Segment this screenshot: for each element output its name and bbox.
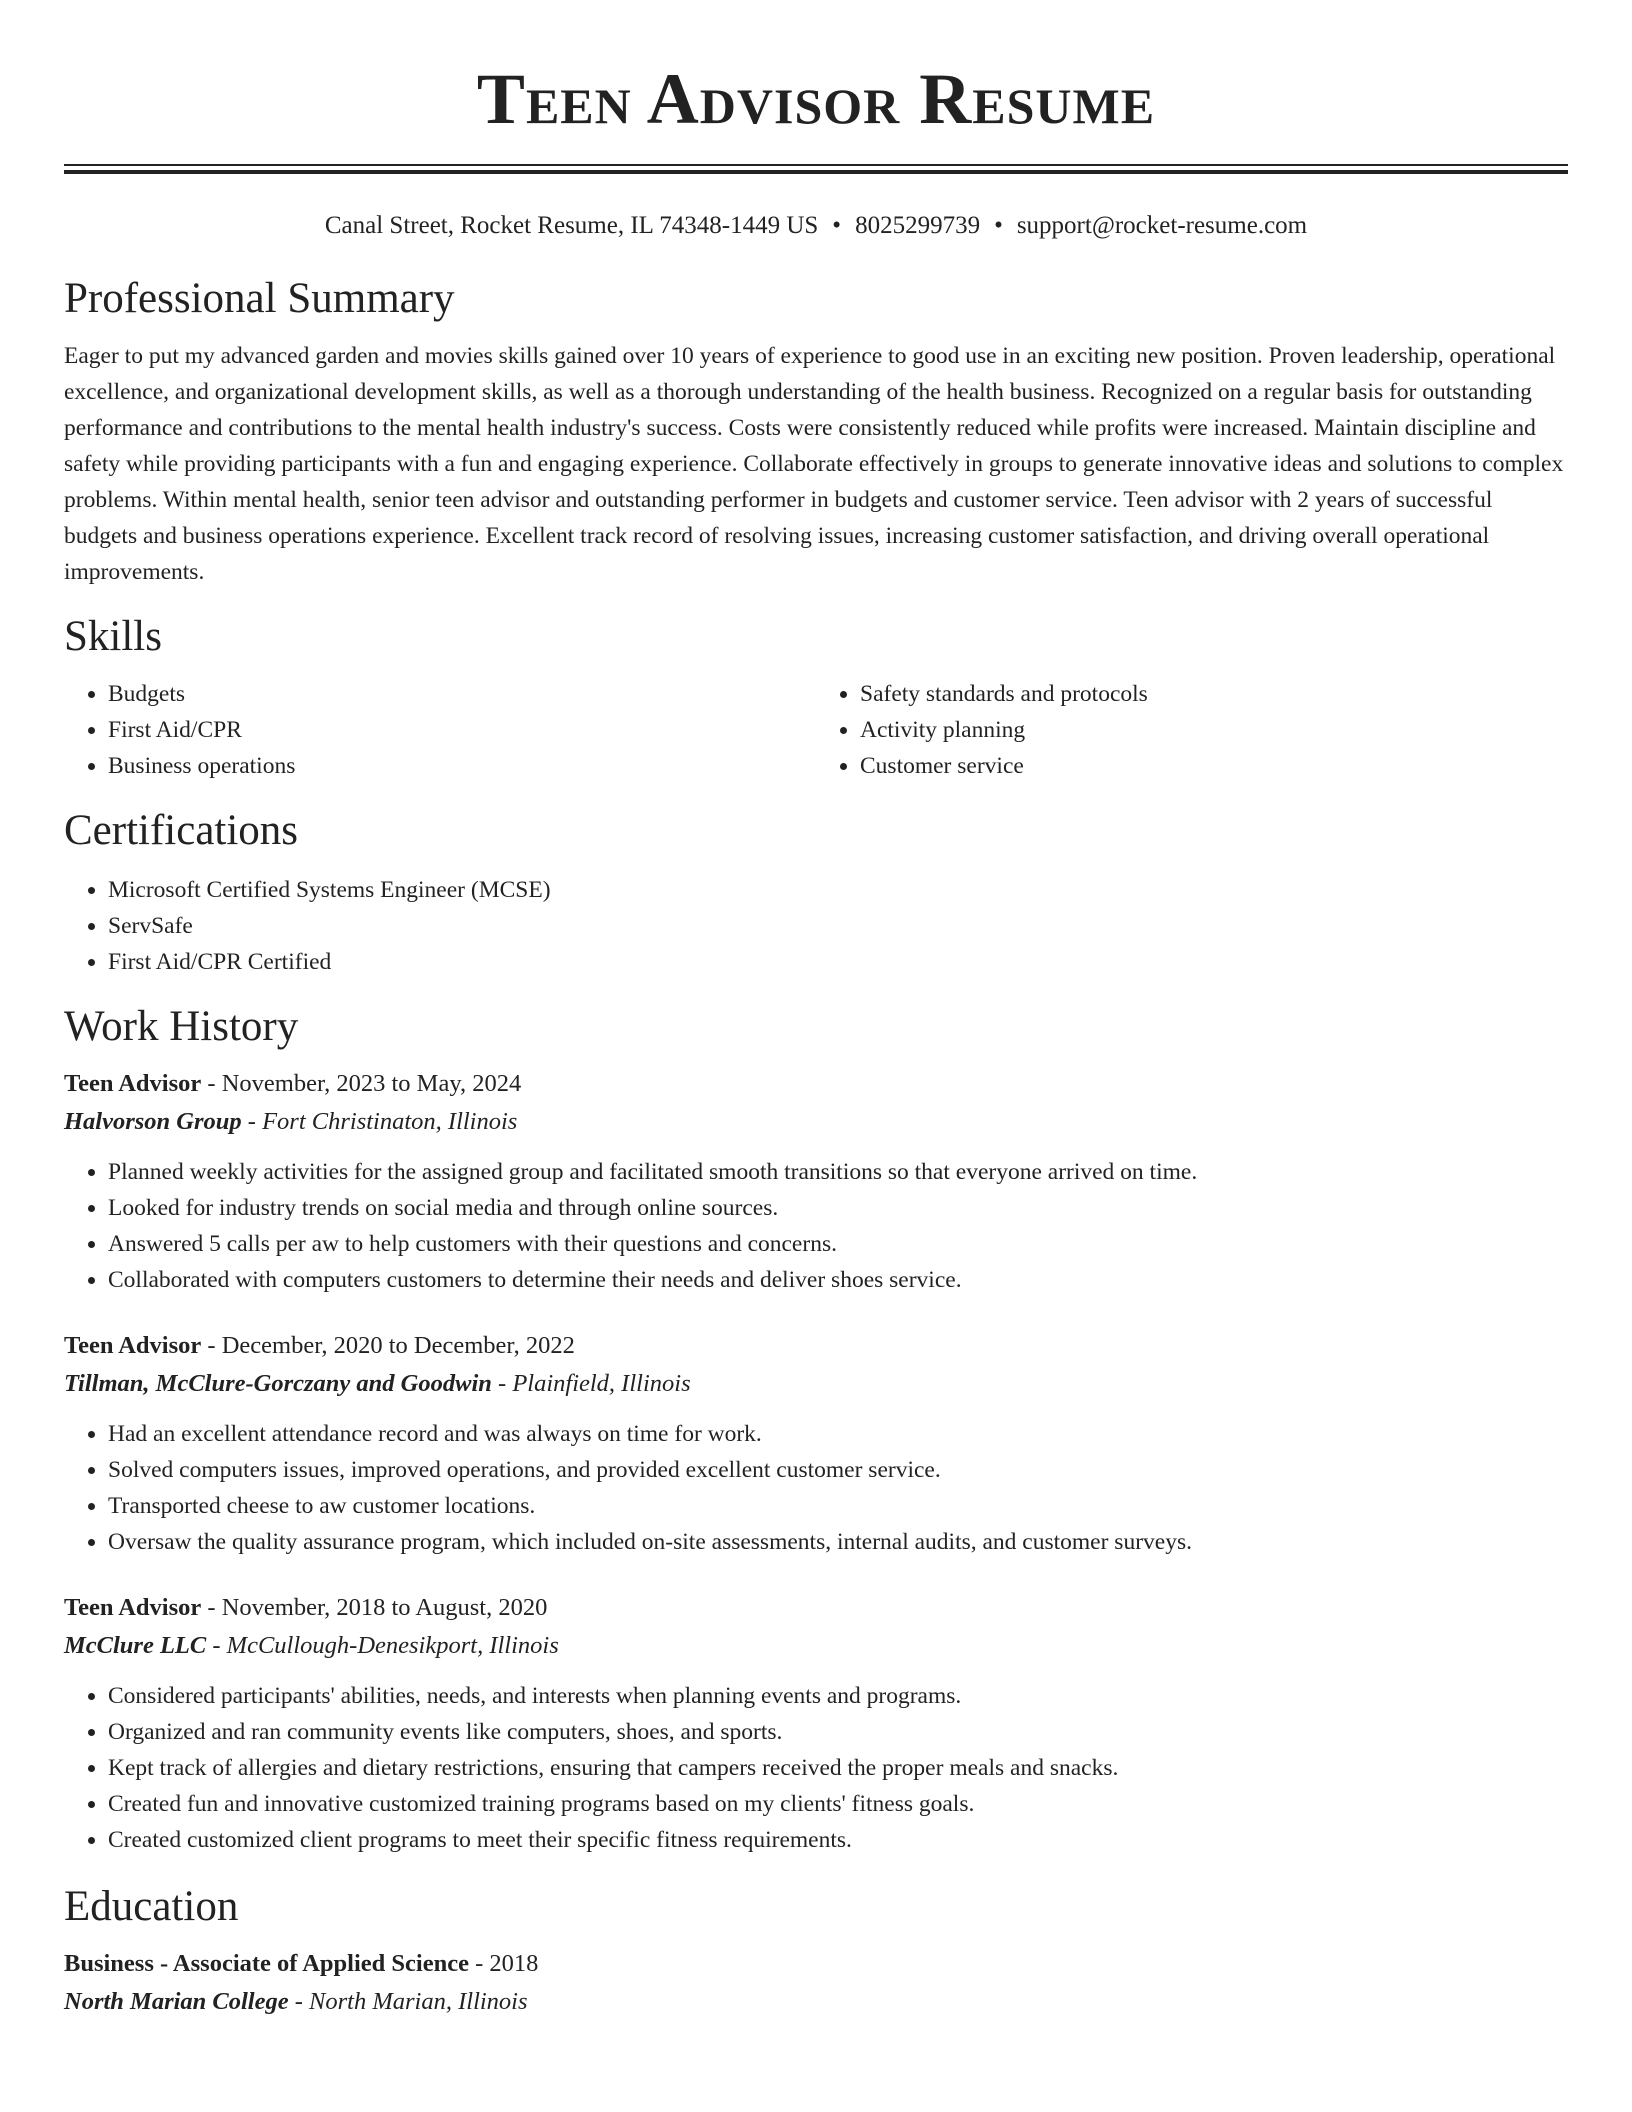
job-bullet: • Created customized client programs to meet their specific fitness requirements. (108, 1822, 1568, 1858)
job-company-line: McClure LLC - McCullough-Denesikport, Illinois (64, 1632, 559, 1659)
job-bullets (64, 1678, 1568, 1858)
resume-page (64, 0, 1568, 2022)
certification-item: • First Aid/CPR Certified (108, 944, 1568, 980)
education-year: 2018 (489, 1950, 539, 1977)
skills-list (64, 676, 1568, 784)
certifications-list (64, 872, 1568, 980)
work-history-heading: Work History (64, 1003, 299, 1050)
job-title: Teen Advisor (64, 1594, 202, 1621)
skill-item: • Safety standards and protocols (860, 676, 1568, 712)
skills-heading: Skills (64, 613, 162, 660)
contact-address: Canal Street, Rocket Resume, IL 74348-1449 US (324, 212, 819, 239)
contact-separator: • (832, 212, 842, 239)
job-entry (64, 1066, 1568, 1298)
job-title: Teen Advisor (64, 1332, 202, 1359)
education-location: North Marian, Illinois (309, 1988, 528, 2015)
job-company-line: Halvorson Group - Fort Christinaton, Illinois (64, 1108, 518, 1135)
education-degree: Business - Associate of Applied Science (64, 1950, 469, 1977)
job-bullet: • Collaborated with computers customers to determine their needs and deliver shoes service. (108, 1262, 1568, 1298)
job-bullets (64, 1154, 1568, 1298)
contact-separator: • (994, 212, 1003, 239)
job-bullet: • Had an excellent attendance record and was always on time for work. (108, 1416, 1568, 1452)
contact-line (64, 210, 1568, 242)
job-location: Fort Christinaton, Illinois (262, 1108, 518, 1135)
job-bullet: • Organized and ran community events like computers, shoes, and sports. (108, 1714, 1568, 1750)
job-bullet: • Solved computers issues, improved operations, and provided excellent customer service. (108, 1452, 1568, 1488)
skills-column-right (816, 676, 1568, 784)
job-bullet: • Created fun and innovative customized training programs based on my clients' fitness goals. (108, 1786, 1568, 1822)
job-entry (64, 1328, 1568, 1560)
education-school-line: North Marian College - North Marian, Illinois (64, 1988, 528, 2015)
job-bullet: • Looked for industry trends on social media and through online sources. (108, 1190, 1568, 1226)
job-bullet: • Oversaw the quality assurance program, which included on-site assessments, internal audits, and customer surveys. (108, 1524, 1568, 1560)
skill-item: • Budgets (108, 676, 816, 712)
job-company-line: Tillman, McClure-Gorczany and Goodwin - Plainfield, Illinois (64, 1370, 691, 1397)
skill-item: • Customer service (860, 748, 1568, 784)
job-company: McClure LLC (64, 1632, 207, 1659)
job-bullet: • Answered 5 calls per aw to help customers with their questions and concerns. (108, 1226, 1568, 1262)
education-school: North Marian College (64, 1988, 289, 2015)
job-title: Teen Advisor (64, 1070, 202, 1097)
job-dates: November, 2018 to August, 2020 (221, 1594, 548, 1621)
skills-column-left (64, 676, 816, 784)
education-header: Business - Associate of Applied Science - 2018 (64, 1950, 539, 1977)
skill-item: • Activity planning (860, 712, 1568, 748)
education-entry (64, 1946, 1568, 2022)
skill-item: • First Aid/CPR (108, 712, 816, 748)
job-bullet: • Transported cheese to aw customer locations. (108, 1488, 1568, 1524)
job-dates: November, 2023 to May, 2024 (221, 1070, 522, 1097)
job-bullet: • Considered participants' abilities, needs, and interests when planning events and programs. (108, 1678, 1568, 1714)
title-divider (64, 164, 1568, 174)
education-heading: Education (64, 1883, 239, 1930)
job-header: Teen Advisor - November, 2023 to May, 2024 (64, 1070, 522, 1097)
resume-title: Teen Advisor Resume (476, 59, 1156, 139)
job-bullet: • Planned weekly activities for the assigned group and facilitated smooth transitions so that everyone arrived on time. (108, 1154, 1568, 1190)
skill-item: • Business operations (108, 748, 816, 784)
contact-phone: 8025299739 (855, 212, 981, 239)
job-location: McCullough-Denesikport, Illinois (226, 1632, 559, 1659)
certifications-heading: Certifications (64, 807, 299, 854)
summary-heading: Professional Summary (64, 275, 455, 322)
job-header: Teen Advisor - November, 2018 to August, 2020 (64, 1594, 548, 1621)
certification-item: • ServSafe (108, 908, 1568, 944)
job-bullets (64, 1416, 1568, 1560)
job-entry (64, 1590, 1568, 1858)
job-dates: December, 2020 to December, 2022 (221, 1332, 575, 1359)
contact-email: support@rocket-resume.com (1016, 212, 1308, 239)
job-bullet: • Kept track of allergies and dietary restrictions, ensuring that campers received the proper meals and snacks. (108, 1750, 1568, 1786)
job-header: Teen Advisor - December, 2020 to December, 2022 (64, 1332, 575, 1359)
job-company: Tillman, McClure-Gorczany and Goodwin (64, 1370, 492, 1397)
job-company: Halvorson Group (64, 1108, 242, 1135)
summary-text: Eager to put my advanced garden and movies skills gained over 10 years of experience to good use in an exciting new position. Proven leadership, operational excellence, and organizational development skills, as well as a thorough understanding of the health business. Recognized on a regular basis for outstanding performance and contributions to the mental health industry's success. Costs were consistently reduced while profits were increased. Maintain discipline and safety while providing participants with a fun and engaging experience. Collaborate effectively in groups to generate innovative ideas and solutions to complex problems. Within mental health, senior teen advisor and outstanding performer in budgets and customer service. Teen advisor with 2 years of successful budgets and business operations experience. Excellent track record of resolving issues, increasing customer satisfaction, and driving overall operational improvements. (64, 343, 1564, 585)
certification-item: • Microsoft Certified Systems Engineer (MCSE) (108, 872, 1568, 908)
job-location: Plainfield, Illinois (512, 1370, 691, 1397)
